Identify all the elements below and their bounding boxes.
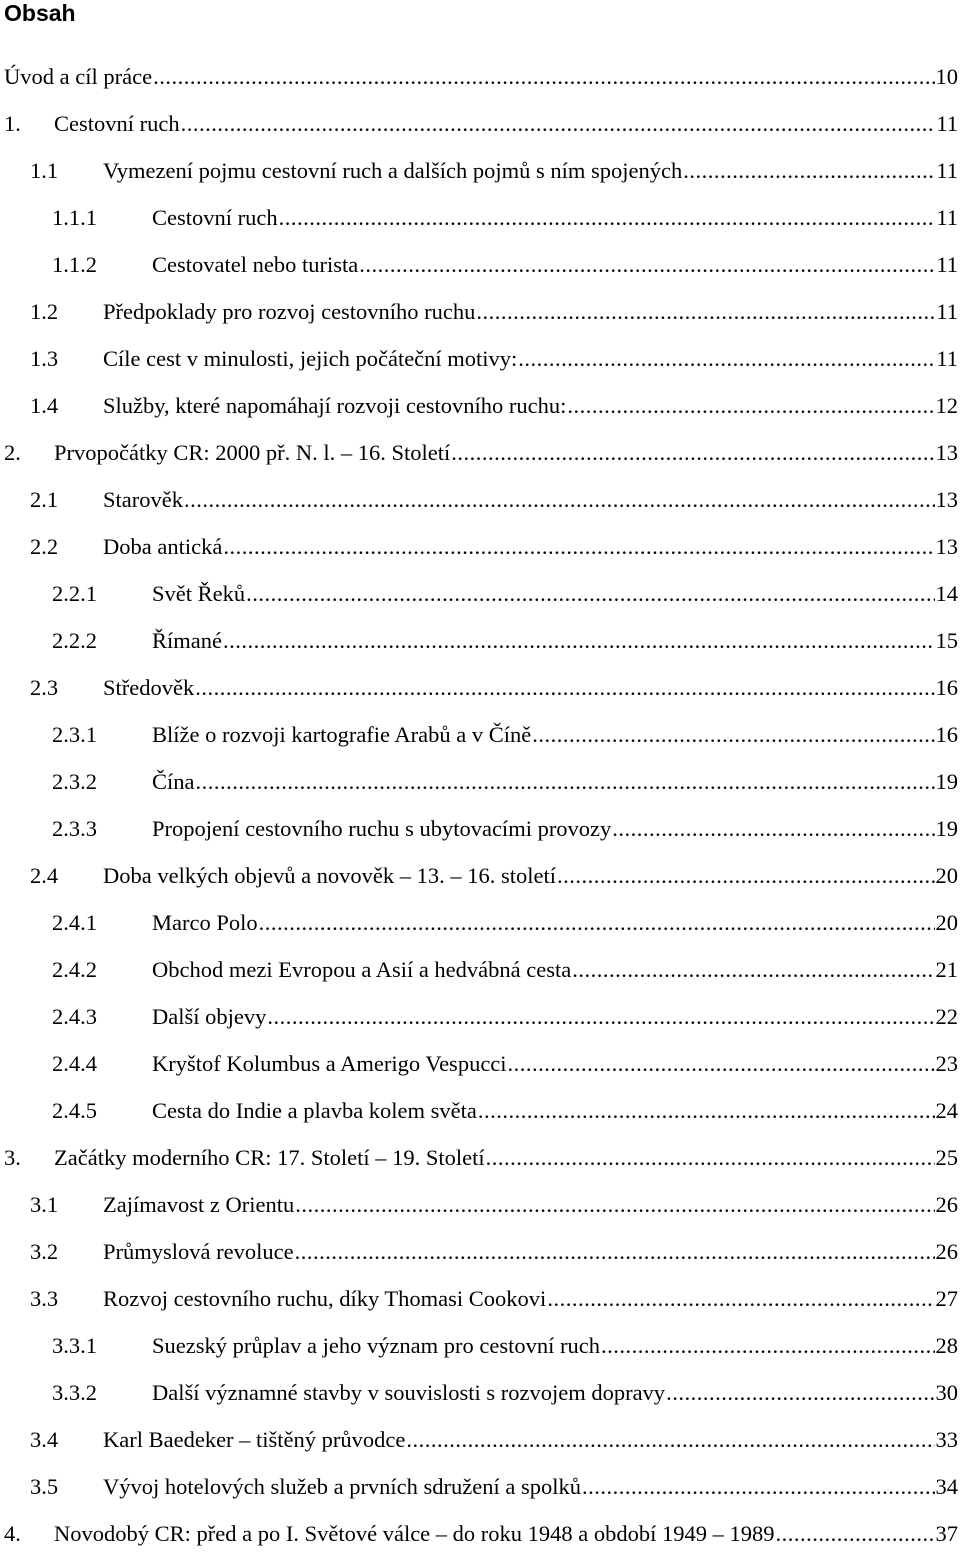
toc-entry[interactable] [4, 436, 958, 470]
toc-entry[interactable] [52, 953, 958, 987]
toc-entry[interactable] [4, 60, 958, 94]
toc-entry[interactable] [30, 483, 958, 517]
toc-entry-number: 2.4.2 [52, 957, 97, 982]
dot-leader [153, 60, 934, 94]
dot-leader [532, 718, 934, 752]
toc-entry-title: Marco Polo [152, 910, 258, 935]
toc-entry-title: Rozvoj cestovního ruchu, díky Thomasi Cookovi [103, 1286, 547, 1311]
toc-entry[interactable] [30, 1423, 958, 1457]
toc-entry-number: 3.3.1 [52, 1333, 97, 1358]
toc-entry-page-number: 20 [935, 863, 958, 888]
dot-leader [181, 107, 936, 141]
toc-entry-number: 1.3 [30, 346, 59, 371]
toc-entry[interactable] [52, 906, 958, 940]
toc-entry-page-number: 34 [935, 1474, 958, 1499]
toc-entry-page-number: 21 [935, 957, 958, 982]
toc-entry-number: 2.3 [30, 675, 59, 700]
toc-entry-number: 1. [4, 111, 21, 136]
toc-entry-number: 2.4.5 [52, 1098, 97, 1123]
toc-entry-number: 3.3.2 [52, 1380, 97, 1405]
toc-entry[interactable] [52, 812, 958, 846]
dot-leader [195, 671, 934, 705]
toc-entry[interactable] [30, 859, 958, 893]
toc-entry[interactable] [30, 530, 958, 564]
toc-entry-title: Úvod a cíl práce [4, 64, 153, 89]
toc-entry-page-number: 37 [935, 1521, 958, 1546]
toc-entry-number: 4. [4, 1521, 21, 1546]
toc-entry-number: 2.3.1 [52, 722, 97, 747]
dot-leader [508, 1047, 935, 1081]
dot-leader [359, 248, 935, 282]
toc-entry-title: Začátky moderního CR: 17. Století – 19. Století [54, 1145, 485, 1170]
dot-leader [476, 295, 935, 329]
toc-entry-number: 1.2 [30, 299, 59, 324]
toc-entry-page-number: 26 [935, 1239, 958, 1264]
toc-entry-title: Kryštof Kolumbus a Amerigo Vespucci [152, 1051, 507, 1076]
toc-entry-page-number: 11 [936, 299, 958, 324]
toc-entry-page-number: 30 [935, 1380, 958, 1405]
toc-entry-number: 2. [4, 440, 21, 465]
toc-entry[interactable] [52, 765, 958, 799]
toc-entry-title: Cíle cest v minulosti, jejich počáteční motivy: [103, 346, 518, 371]
toc-entry-title: Středověk [103, 675, 195, 700]
toc-entry-number: 2.4 [30, 863, 59, 888]
toc-entry-number: 1.4 [30, 393, 59, 418]
toc-entry-title: Prvopočátky CR: 2000 př. N. l. – 16. Století [54, 440, 451, 465]
dot-leader [612, 812, 934, 846]
toc-entry-number: 2.1 [30, 487, 59, 512]
toc-entry-number: 2.2.2 [52, 628, 97, 653]
toc-entry-title: Průmyslová revoluce [103, 1239, 294, 1264]
dot-leader [601, 1329, 934, 1363]
toc-entry-title: Vývoj hotelových služeb a prvních sdružení a spolků [103, 1474, 582, 1499]
toc-entry-page-number: 28 [935, 1333, 958, 1358]
toc-entry-number: 2.3.3 [52, 816, 97, 841]
toc-entry[interactable] [52, 1094, 958, 1128]
toc-entry[interactable] [52, 1000, 958, 1034]
toc-entry-page-number: 19 [935, 816, 958, 841]
toc-entry-number: 2.3.2 [52, 769, 97, 794]
dot-leader [478, 1094, 935, 1128]
dot-leader [196, 765, 935, 799]
toc-entry-page-number: 11 [936, 111, 958, 136]
toc-entry[interactable] [30, 342, 958, 376]
toc-entry-number: 3.1 [30, 1192, 59, 1217]
toc-entry-page-number: 11 [936, 205, 958, 230]
toc-entry[interactable] [4, 1517, 958, 1551]
toc-entry-title: Vymezení pojmu cestovní ruch a dalších pojmů s ním spojených [103, 158, 683, 183]
toc-entry-number: 2.2.1 [52, 581, 97, 606]
toc-entry-page-number: 33 [935, 1427, 958, 1452]
dot-leader [776, 1517, 935, 1551]
toc-entry[interactable] [30, 671, 958, 705]
toc-entry-page-number: 13 [935, 487, 958, 512]
toc-entry-title: Římané [152, 628, 222, 653]
toc-entry[interactable] [30, 1188, 958, 1222]
toc-entry-title: Karl Baedeker – tištěný průvodce [103, 1427, 406, 1452]
toc-entry-number: 3.5 [30, 1474, 59, 1499]
toc-entry-title: Zajímavost z Orientu [103, 1192, 295, 1217]
toc-entry-page-number: 19 [935, 769, 958, 794]
toc-entry[interactable] [52, 624, 958, 658]
toc-entry[interactable] [30, 1470, 958, 1504]
toc-entry[interactable] [52, 577, 958, 611]
toc-entry-number: 3.2 [30, 1239, 59, 1264]
toc-entry[interactable] [30, 154, 958, 188]
toc-entry-number: 2.4.1 [52, 910, 97, 935]
toc-entry-number: 2.4.4 [52, 1051, 97, 1076]
toc-entry-title: Předpoklady pro rozvoj cestovního ruchu [103, 299, 476, 324]
toc-entry-title: Propojení cestovního ruchu s ubytovacími provozy [152, 816, 612, 841]
toc-entry-title: Cestovatel nebo turista [152, 252, 359, 277]
toc-entry-number: 3. [4, 1145, 21, 1170]
dot-leader [279, 201, 936, 235]
dot-leader [223, 530, 934, 564]
dot-leader [223, 624, 935, 658]
toc-entry-page-number: 11 [936, 158, 958, 183]
toc-entry-page-number: 10 [935, 64, 958, 89]
dot-leader [486, 1141, 935, 1175]
toc-entry-page-number: 27 [935, 1286, 958, 1311]
dot-leader [451, 436, 934, 470]
toc-entry-page-number: 12 [935, 393, 958, 418]
toc-entry-page-number: 26 [935, 1192, 958, 1217]
toc-entry-page-number: 25 [935, 1145, 958, 1170]
toc-entry-title: Obchod mezi Evropou a Asií a hedvábná cesta [152, 957, 572, 982]
dot-leader [547, 1282, 934, 1316]
toc-entry-page-number: 23 [935, 1051, 958, 1076]
dot-leader [295, 1235, 935, 1269]
toc-entry-title: Služby, které napomáhají rozvoji cestovního ruchu: [103, 393, 567, 418]
toc-entry-title: Doba velkých objevů a novověk – 13. – 16. století [103, 863, 557, 888]
dot-leader [295, 1188, 934, 1222]
toc-entry-title: Cesta do Indie a plavba kolem světa [152, 1098, 477, 1123]
dot-leader [582, 1470, 934, 1504]
toc-entry[interactable] [4, 1141, 958, 1175]
toc-entry[interactable] [30, 295, 958, 329]
toc-entry-page-number: 16 [935, 675, 958, 700]
toc-entry-number: 2.2 [30, 534, 59, 559]
dot-leader [259, 906, 935, 940]
toc-entry[interactable] [52, 1376, 958, 1410]
toc-entry-number: 1.1.1 [52, 205, 97, 230]
toc-entry-number: 3.4 [30, 1427, 59, 1452]
toc-entry[interactable] [30, 389, 958, 423]
toc-entry[interactable] [52, 1047, 958, 1081]
dot-leader [518, 342, 935, 376]
toc-entry-page-number: 13 [935, 440, 958, 465]
toc-entry-page-number: 20 [935, 910, 958, 935]
dot-leader [572, 953, 934, 987]
toc-entry-page-number: 15 [935, 628, 958, 653]
toc-entry-title: Novodobý CR: před a po I. Světové válce – do roku 1948 a období 1949 – 1989 [54, 1521, 775, 1546]
toc-entry-page-number: 22 [935, 1004, 958, 1029]
dot-leader [184, 483, 935, 517]
toc-entry-page-number: 14 [935, 581, 958, 606]
toc-entry-title: Další objevy [152, 1004, 267, 1029]
toc-entry-number: 1.1 [30, 158, 59, 183]
toc-entry-page-number: 16 [935, 722, 958, 747]
toc-entry-number: 2.4.3 [52, 1004, 97, 1029]
toc-entry-page-number: 24 [935, 1098, 958, 1123]
toc-entry[interactable] [52, 201, 958, 235]
toc-entry[interactable] [30, 1282, 958, 1316]
dot-leader [246, 577, 934, 611]
toc-entry-title: Doba antická [103, 534, 223, 559]
toc-entry-title: Suezský průplav a jeho význam pro cestovní ruch [152, 1333, 601, 1358]
toc-entry-number: 1.1.2 [52, 252, 97, 277]
toc-entry-page-number: 11 [936, 346, 958, 371]
dot-leader [557, 859, 934, 893]
toc-entry-title: Cestovní ruch [54, 111, 180, 136]
toc-entry-number: 3.3 [30, 1286, 59, 1311]
toc-entry[interactable] [52, 718, 958, 752]
dot-leader [406, 1423, 934, 1457]
toc-entry-title: Cestovní ruch [152, 205, 278, 230]
toc-entry-page-number: 13 [935, 534, 958, 559]
toc-entry[interactable] [4, 107, 958, 141]
toc-entry[interactable] [30, 1235, 958, 1269]
toc-entry[interactable] [52, 1329, 958, 1363]
dot-leader [666, 1376, 934, 1410]
dot-leader [567, 389, 934, 423]
dot-leader [267, 1000, 934, 1034]
toc-entry-title: Čína [152, 769, 195, 794]
toc-entry-title: Svět Řeků [152, 581, 246, 606]
toc-entry[interactable] [52, 248, 958, 282]
toc-entry-page-number: 11 [936, 252, 958, 277]
toc-heading: Obsah [4, 0, 76, 26]
toc-entry-title: Další významné stavby v souvislosti s rozvojem dopravy [152, 1380, 666, 1405]
dot-leader [683, 154, 935, 188]
toc-entry-title: Blíže o rozvoji kartografie Arabů a v Číně [152, 722, 532, 747]
toc-entry-title: Starověk [103, 487, 183, 512]
